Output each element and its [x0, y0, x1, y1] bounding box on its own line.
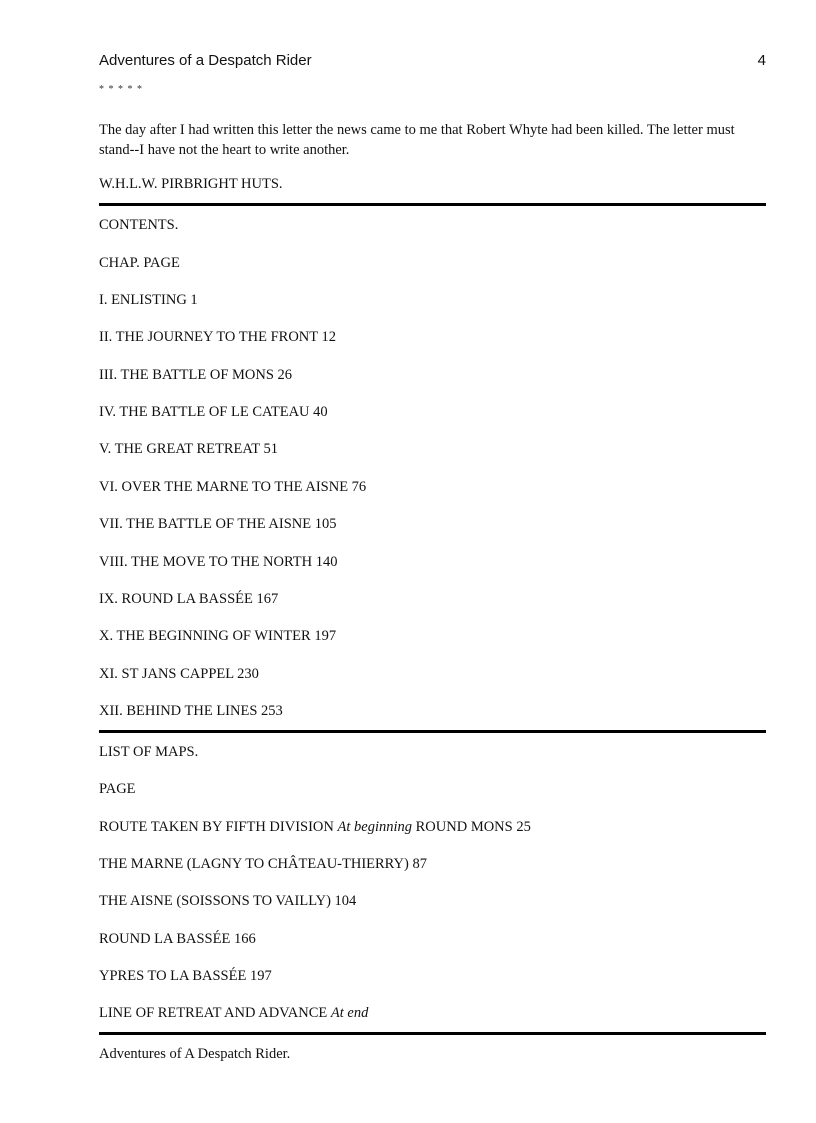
- map-entry-text: ROUTE TAKEN BY FIFTH DIVISION: [99, 819, 338, 835]
- map-entry: ROUND LA BASSÉE 166: [99, 931, 256, 947]
- contents-entry: VII. THE BATTLE OF THE AISNE 105: [99, 516, 337, 532]
- map-entry: [99, 1005, 368, 1022]
- contents-entry: X. THE BEGINNING OF WINTER 197: [99, 628, 337, 644]
- contents-entry: VI. OVER THE MARNE TO THE AISNE 76: [99, 479, 367, 495]
- contents-entry: IX. ROUND LA BASSÉE 167: [99, 591, 279, 607]
- footer-title: Adventures of A Despatch Rider.: [99, 1046, 291, 1062]
- contents-entry: II. THE JOURNEY TO THE FRONT 12: [99, 329, 336, 345]
- page-header: [99, 52, 766, 72]
- running-title: Adventures of a Despatch Rider: [99, 52, 312, 69]
- contents-column-header: CHAP. PAGE: [99, 255, 180, 271]
- map-entry-italic: At end: [330, 1005, 369, 1021]
- letter-note-paragraph: The day after I had written this letter the news came to me that Robert Whyte had been killed. The letter must stand--I have not the heart to write another.: [99, 122, 735, 158]
- contents-entry: VIII. THE MOVE TO THE NORTH 140: [99, 554, 338, 570]
- signature: W.H.L.W. PIRBRIGHT HUTS.: [99, 176, 283, 192]
- contents-entry: IV. THE BATTLE OF LE CATEAU 40: [99, 404, 328, 420]
- map-entry-text: ROUND MONS 25: [412, 819, 531, 835]
- contents-entry: XII. BEHIND THE LINES 253: [99, 703, 283, 719]
- contents-heading: CONTENTS.: [99, 217, 179, 233]
- map-entry: YPRES TO LA BASSÉE 197: [99, 968, 272, 984]
- map-entry-italic: At beginning: [337, 819, 413, 835]
- maps-column-header: PAGE: [99, 781, 136, 797]
- map-entry: [99, 819, 531, 836]
- section-asterisks: * * * * *: [99, 84, 143, 95]
- horizontal-rule: [99, 203, 766, 206]
- horizontal-rule: [99, 1032, 766, 1035]
- page-number: 4: [757, 52, 766, 69]
- horizontal-rule: [99, 730, 766, 733]
- maps-heading: LIST OF MAPS.: [99, 744, 199, 760]
- contents-entry: III. THE BATTLE OF MONS 26: [99, 367, 293, 383]
- contents-entry: XI. ST JANS CAPPEL 230: [99, 666, 259, 682]
- map-entry: THE MARNE (LAGNY TO CHÂTEAU-THIERRY) 87: [99, 856, 427, 872]
- map-entry-text: LINE OF RETREAT AND ADVANCE: [99, 1005, 331, 1021]
- contents-entry: V. THE GREAT RETREAT 51: [99, 441, 278, 457]
- map-entry: THE AISNE (SOISSONS TO VAILLY) 104: [99, 893, 357, 909]
- contents-entry: I. ENLISTING 1: [99, 292, 198, 308]
